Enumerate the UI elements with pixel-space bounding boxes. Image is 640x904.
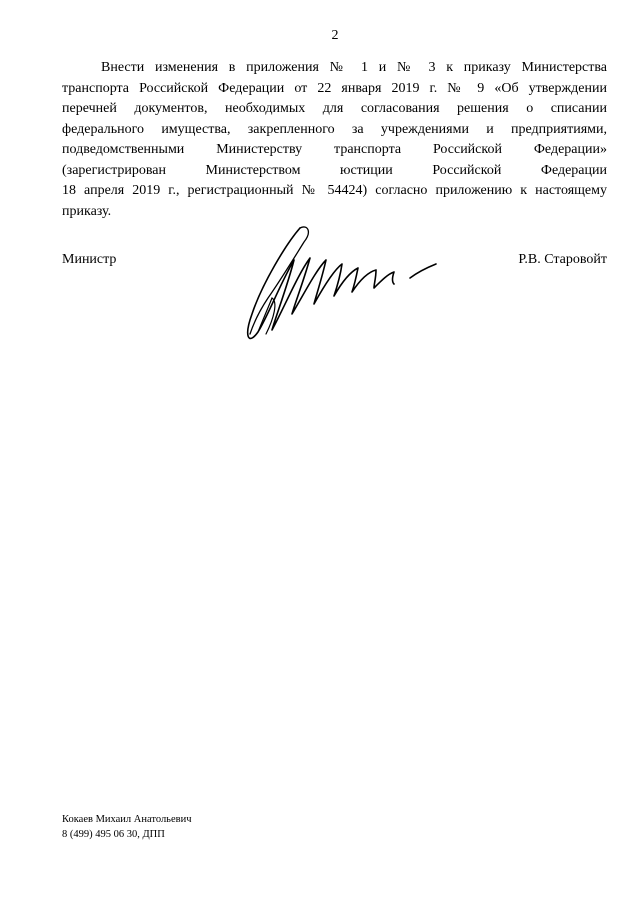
- body-line: перечней документов, необходимых для согласования решения о списании: [62, 101, 607, 116]
- executor-contact: 8 (499) 495 06 30, ДПП: [62, 829, 165, 840]
- order-body-paragraph: [62, 58, 607, 222]
- executor-footer: [62, 812, 192, 842]
- page-number: 2: [331, 28, 339, 43]
- body-line: приказу.: [62, 203, 112, 219]
- body-line: транспорта Российской Федерации от 22 января 2019 г. № 9 «Об утверждении: [62, 80, 607, 96]
- body-line: (зарегистрирован Министерством юстиции Российской Федерации: [62, 162, 607, 178]
- executor-name: Кокаев Михаил Анатольевич: [62, 814, 192, 825]
- body-line: федерального имущества, закрепленного за учреждениями и предприятиями,: [62, 121, 607, 137]
- signer-position: Министр: [62, 252, 117, 267]
- handwritten-signature-icon: [238, 222, 438, 347]
- body-line: подведомственными Министерству транспорта Российской Федерации»: [62, 142, 607, 157]
- body-line: 18 апреля 2019 г., регистрационный № 54424) согласно приложению к настоящему: [62, 183, 607, 198]
- signer-name: Р.В. Старовойт: [518, 252, 607, 267]
- body-line: Внести изменения в приложения № 1 и № 3 к приказу Министерства: [101, 60, 607, 75]
